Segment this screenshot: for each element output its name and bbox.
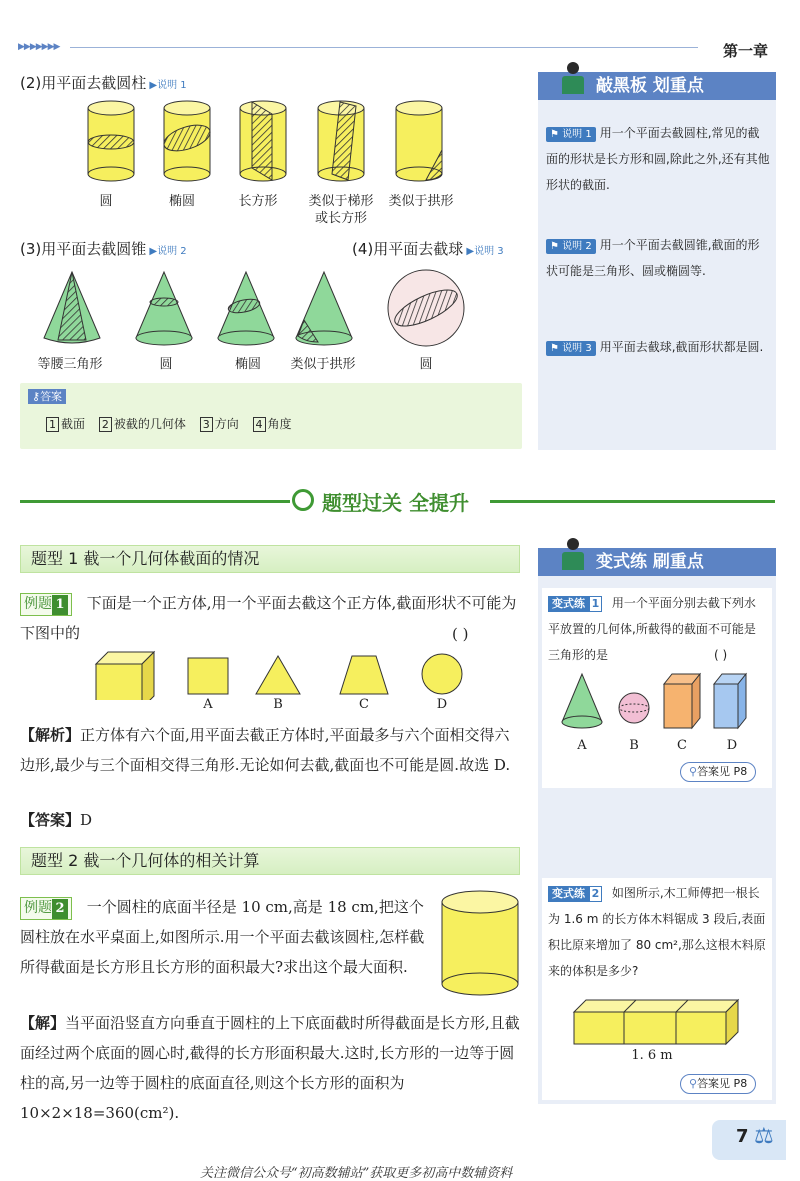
blackboard-title: 敲黑板 划重点	[538, 72, 776, 100]
cyl-cap-5: 类似于拱形	[388, 194, 454, 209]
option-a-label: A	[203, 697, 213, 712]
box-solid	[714, 674, 746, 728]
ex1-label-a: A	[577, 738, 587, 753]
cyl-cap-4b: 或长方形	[314, 211, 367, 226]
ex2-answer-button[interactable]: ⚲答案见 P8	[680, 1074, 756, 1094]
type2-solution: 【解】当平面沿竖直方向垂直于圆柱的上下底面截时所得截面是长方形,且截面经过两个底面的圆心时,截得的长方形面积最大.这时,长方形的一边等于圆柱的高,另一边等于圆柱的底面直径,则这个长方形的面积为 10×2×18=360(cm²).	[20, 1014, 520, 1122]
cone-circle	[136, 272, 192, 345]
banner-icon	[292, 489, 314, 511]
cylinder-title: (2)用平面去截圆柱 ▶说明 1	[20, 74, 187, 92]
note-tag: ⚑ 说明 1	[546, 127, 596, 142]
banner-line-right	[490, 500, 775, 503]
type2-question: 例题 2 一个圆柱的底面半径是 10 cm,高是 18 cm,把这个圆柱放在水平桌面上,如图所示.用一个平面去截该圆柱,怎样截所得截面是长方形且长方形的面积最大?求出这个最大面积.	[20, 898, 425, 976]
cylinder-circle	[88, 101, 134, 181]
answer-item: 2 被截的几何体	[99, 417, 186, 431]
key-icon: ⚷	[32, 390, 41, 403]
cone-cap-3: 椭圆	[234, 357, 261, 372]
type2-cylinder	[438, 888, 524, 1000]
sphere-cap: 圆	[419, 357, 433, 372]
blackboard-panel	[538, 72, 776, 450]
teacher-icon	[560, 538, 586, 574]
teacher-icon	[560, 62, 586, 98]
type1-answer: 【答案】D	[20, 811, 93, 829]
note-tag: ⚑ 说明 3	[546, 341, 596, 356]
type1-options	[90, 650, 470, 700]
ex1-paren: ( )	[714, 648, 728, 662]
type2-heading: 题型 2 截一个几何体的相关计算	[20, 847, 520, 875]
sphere-circle	[388, 270, 464, 346]
cyl-cap-4: 类似于梯形	[308, 194, 374, 209]
header-arrows: ▶▶▶▶▶▶▶	[18, 42, 60, 52]
cylinder-trapezoid	[318, 101, 364, 181]
option-c-label: C	[359, 697, 369, 712]
cone-cap-4: 类似于拱形	[290, 357, 356, 372]
type1-paren: ( )	[452, 625, 469, 643]
ex2-question: 变式练 2 如图所示,木工师傅把一根长为 1.6 m 的长方体木料锯成 3 段后,表面积比原来增加了 80 cm²,那么这根木料原来的体积是多少?	[548, 886, 766, 978]
ex1-solids	[560, 672, 760, 734]
cyl-cap-3: 长方形	[238, 194, 278, 209]
page-number: 7	[736, 1126, 749, 1147]
practice-title: 变式练 刷重点	[538, 548, 776, 576]
option-d-label: D	[436, 697, 448, 712]
key-icon: ⚲	[689, 1077, 698, 1090]
ex1-label-b: B	[629, 738, 639, 753]
answer-box	[20, 383, 522, 449]
practice-ex2	[542, 878, 772, 1100]
option-d-circle	[422, 654, 462, 694]
cyl-cap-1: 圆	[99, 194, 113, 209]
cone-arch	[296, 272, 352, 345]
cone-cap-1: 等腰三角形	[37, 357, 103, 372]
cylinder-arch	[396, 101, 442, 181]
option-c-trapezoid	[340, 656, 388, 694]
answer-item: 4 角度	[253, 417, 292, 431]
note-3: ⚑ 说明 3 用平面去截球,截面形状都是圆.	[546, 334, 770, 360]
type1-question: 例题 1 下面是一个正方体,用一个平面去截这个正方体,截面形状不可能为下图中的	[20, 594, 517, 642]
compass-icon: ⚖	[754, 1124, 774, 1149]
option-b-triangle	[256, 656, 300, 694]
type1-heading: 题型 1 截一个几何体截面的情况	[20, 545, 520, 573]
note-2: ⚑ 说明 2 用一个平面去截圆锥,截面的形状可能是三角形、圆或椭圆等.	[546, 238, 760, 278]
practice-ex1	[542, 588, 772, 788]
prism-solid	[664, 674, 700, 728]
sphere-solid	[619, 693, 649, 723]
practice-panel	[538, 548, 776, 1104]
ex1-question: 变式练 1 用一个平面分别去截下列水平放置的几何体,所截得的截面不可能是三角形的是	[548, 596, 756, 662]
cone-title: (3)用平面去截圆锥 ▶说明 2	[20, 240, 187, 258]
cone-figures	[30, 268, 500, 353]
cube-figure	[96, 652, 154, 700]
cone-solid	[562, 674, 602, 728]
example-label: 例题 1	[20, 593, 72, 616]
note-1: ⚑ 说明 1 用一个平面去截圆柱,常见的截面的形状是长方形和圆,除此之外,还有其他形状的截面.	[546, 126, 770, 192]
ex2-timber	[572, 998, 742, 1046]
ex1-label-d: D	[726, 738, 738, 753]
chapter-title: 第一章	[723, 42, 769, 60]
header-line	[70, 47, 698, 48]
cylinder-rectangle	[240, 101, 286, 181]
answer-item: 3 方向	[200, 417, 239, 431]
cone-triangle	[44, 272, 100, 343]
option-b-label: B	[273, 697, 283, 712]
banner-line-left	[20, 500, 290, 503]
answer-label: ⚷答案	[28, 389, 66, 404]
answer-items	[46, 415, 292, 432]
answer-item: 1 截面	[46, 417, 85, 431]
page-number-tab	[712, 1120, 786, 1160]
ex2-length: 1. 6 m	[631, 1048, 673, 1063]
cylinder-ellipse	[161, 101, 213, 181]
type1-analysis: 【解析】正方体有六个面,用平面去截正方体时,平面最多与六个面相交得六边形,最少与三个面相交得三角形.无论如何去截,截面也不可能是圆.故选 D.	[20, 726, 511, 774]
ex1-label-c: C	[677, 738, 687, 753]
example-label: 例题 2	[20, 897, 72, 920]
section-banner-title: 题型过关 全提升	[322, 491, 469, 515]
cone-cap-2: 圆	[159, 357, 173, 372]
cylinder-figures	[60, 100, 480, 190]
footer-text: 关注微信公众号“初高数辅站”获取更多初高中数辅资料	[200, 1166, 513, 1181]
cyl-cap-2: 椭圆	[168, 194, 195, 209]
key-icon: ⚲	[689, 765, 698, 778]
option-a-square	[188, 658, 228, 694]
ex1-answer-button[interactable]: ⚲答案见 P8	[680, 762, 756, 782]
note-tag: ⚑ 说明 2	[546, 239, 596, 254]
sphere-title: (4)用平面去截球 ▶说明 3	[352, 240, 504, 258]
cone-ellipse	[218, 272, 274, 345]
